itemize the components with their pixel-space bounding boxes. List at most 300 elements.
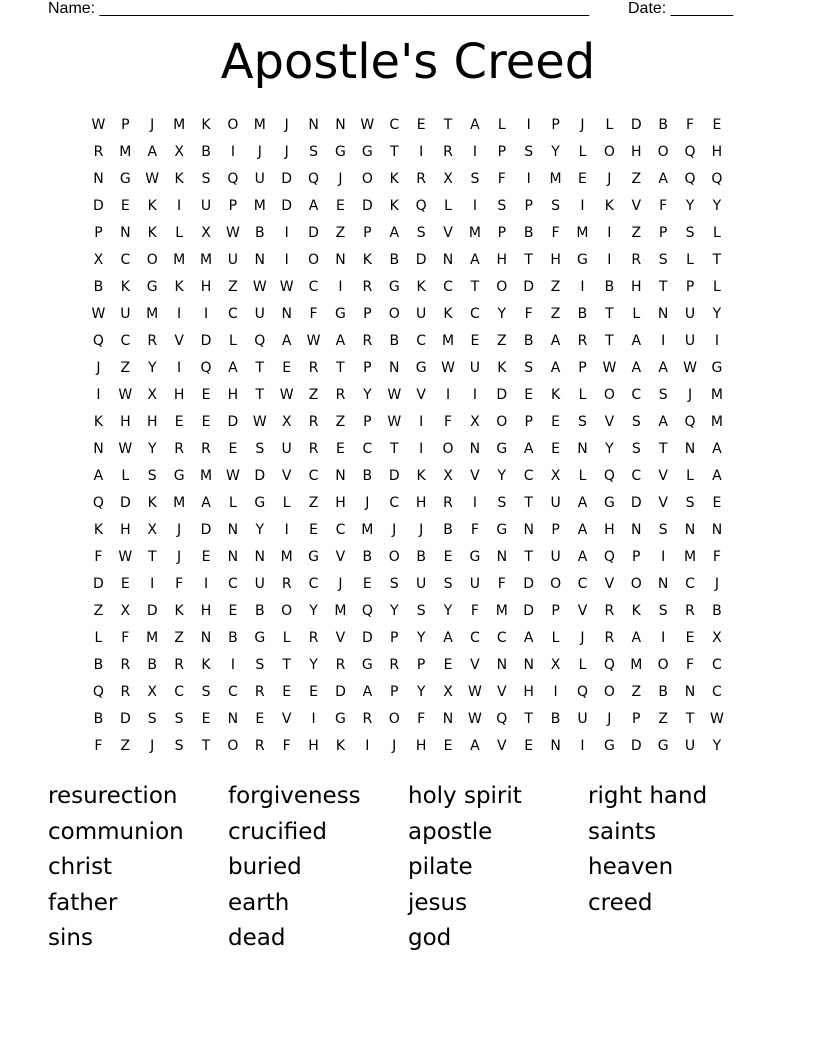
grid-letter[interactable]: G <box>335 305 346 322</box>
grid-letter[interactable]: F <box>417 710 426 727</box>
grid-letter[interactable]: B <box>147 656 158 673</box>
grid-letter[interactable]: W <box>252 278 267 295</box>
grid-letter[interactable]: P <box>551 602 560 619</box>
grid-letter[interactable]: K <box>631 602 641 619</box>
grid-letter[interactable]: S <box>685 224 695 241</box>
grid-letter[interactable]: I <box>580 278 585 295</box>
grid-letter[interactable]: I <box>284 251 289 268</box>
grid-letter[interactable]: V <box>470 467 480 484</box>
grid-letter[interactable]: Z <box>335 413 346 430</box>
grid-letter[interactable]: V <box>497 683 507 700</box>
grid-letter[interactable]: F <box>470 521 479 538</box>
grid-letter[interactable]: J <box>607 710 612 727</box>
grid-letter[interactable]: A <box>147 143 158 160</box>
grid-letter[interactable]: I <box>230 143 235 160</box>
grid-letter[interactable]: L <box>551 629 560 646</box>
grid-letter[interactable]: Q <box>684 143 696 160</box>
grid-letter[interactable]: W <box>225 467 240 484</box>
grid-letter[interactable]: L <box>713 224 721 241</box>
grid-letter[interactable]: S <box>147 710 157 727</box>
grid-letter[interactable]: Y <box>497 467 507 484</box>
grid-letter[interactable]: S <box>443 575 453 592</box>
grid-letter[interactable]: H <box>523 683 534 700</box>
grid-letter[interactable]: O <box>388 548 400 565</box>
grid-letter[interactable]: K <box>443 305 453 322</box>
grid-letter[interactable]: N <box>120 224 131 241</box>
grid-letter[interactable]: I <box>203 575 209 592</box>
grid-letter[interactable]: N <box>335 116 346 133</box>
grid-letter[interactable]: G <box>254 629 266 646</box>
grid-letter[interactable]: Y <box>551 143 560 160</box>
grid-letter[interactable]: P <box>363 359 372 376</box>
grid-letter[interactable]: B <box>254 224 265 241</box>
grid-letter[interactable]: E <box>712 494 722 511</box>
grid-letter[interactable]: C <box>523 467 534 484</box>
grid-letter[interactable]: K <box>362 251 372 268</box>
grid-letter[interactable]: C <box>389 494 400 511</box>
grid-letter[interactable]: O <box>657 656 669 673</box>
grid-letter[interactable]: P <box>228 197 238 214</box>
grid-letter[interactable]: O <box>603 143 615 160</box>
grid-letter[interactable]: A <box>93 467 104 484</box>
grid-letter[interactable]: P <box>658 224 668 241</box>
grid-letter[interactable]: A <box>577 494 588 511</box>
grid-letter[interactable]: F <box>309 305 318 322</box>
grid-letter[interactable]: S <box>255 656 265 673</box>
grid-letter[interactable]: Z <box>335 224 346 241</box>
grid-letter[interactable]: M <box>280 548 293 565</box>
grid-letter[interactable]: S <box>174 737 184 754</box>
grid-letter[interactable]: Y <box>147 359 157 376</box>
grid-letter[interactable]: I <box>526 116 531 133</box>
grid-letter[interactable]: C <box>416 332 427 349</box>
grid-letter[interactable]: Y <box>712 737 722 754</box>
grid-letter[interactable]: Q <box>576 683 588 700</box>
grid-letter[interactable]: H <box>604 521 615 538</box>
grid-letter[interactable]: P <box>497 143 507 160</box>
grid-letter[interactable]: Z <box>658 710 668 727</box>
grid-letter[interactable]: D <box>308 224 319 241</box>
grid-letter[interactable]: R <box>577 332 588 349</box>
grid-letter[interactable]: X <box>147 683 158 700</box>
grid-letter[interactable]: I <box>607 224 612 241</box>
grid-letter[interactable]: N <box>227 710 239 727</box>
grid-letter[interactable]: T <box>147 548 157 565</box>
grid-letter[interactable]: M <box>146 629 159 646</box>
grid-letter[interactable]: B <box>604 278 615 295</box>
grid-letter[interactable]: O <box>227 116 239 133</box>
grid-letter[interactable]: E <box>443 737 453 754</box>
grid-letter[interactable]: S <box>147 467 157 484</box>
grid-letter[interactable]: D <box>388 467 400 484</box>
grid-letter[interactable]: T <box>685 710 695 727</box>
grid-letter[interactable]: B <box>362 467 373 484</box>
grid-letter[interactable]: K <box>550 386 561 403</box>
grid-letter[interactable]: L <box>686 251 694 268</box>
grid-letter[interactable]: X <box>550 656 561 673</box>
grid-letter[interactable]: L <box>578 386 587 403</box>
grid-letter[interactable]: F <box>686 656 695 673</box>
grid-letter[interactable]: Q <box>603 548 615 565</box>
grid-letter[interactable]: A <box>658 359 668 376</box>
grid-letter[interactable]: A <box>631 629 642 646</box>
grid-letter[interactable]: K <box>147 494 157 511</box>
grid-letter[interactable]: M <box>253 116 266 133</box>
grid-letter[interactable]: I <box>445 386 451 403</box>
grid-letter[interactable]: Z <box>631 683 642 700</box>
grid-letter[interactable]: T <box>658 278 668 295</box>
grid-letter[interactable]: Z <box>631 224 642 241</box>
grid-letter[interactable]: C <box>496 629 507 646</box>
grid-letter[interactable]: S <box>416 602 426 619</box>
grid-letter[interactable]: I <box>553 683 558 700</box>
grid-letter[interactable]: R <box>416 170 426 187</box>
grid-letter[interactable]: F <box>551 224 560 241</box>
grid-letter[interactable]: C <box>120 332 131 349</box>
grid-letter[interactable]: T <box>524 710 533 727</box>
grid-letter[interactable]: S <box>174 710 184 727</box>
grid-letter[interactable]: W <box>279 386 294 403</box>
grid-letter[interactable]: W <box>441 359 455 376</box>
grid-letter[interactable]: W <box>360 116 375 133</box>
grid-letter[interactable]: N <box>254 251 266 268</box>
grid-letter[interactable]: I <box>714 332 719 349</box>
grid-letter[interactable]: H <box>200 278 212 295</box>
grid-letter[interactable]: Y <box>389 602 399 619</box>
grid-letter[interactable]: F <box>175 575 184 592</box>
grid-letter[interactable]: B <box>93 710 104 727</box>
grid-letter[interactable]: N <box>469 440 481 457</box>
grid-letter[interactable]: C <box>443 278 453 295</box>
grid-letter[interactable]: E <box>524 737 534 754</box>
grid-letter[interactable]: A <box>631 359 642 376</box>
grid-letter[interactable]: U <box>684 305 696 322</box>
grid-letter[interactable]: C <box>228 305 238 322</box>
grid-letter[interactable]: S <box>631 440 641 457</box>
grid-letter[interactable]: L <box>632 305 641 322</box>
grid-letter[interactable]: I <box>661 629 666 646</box>
grid-letter[interactable]: N <box>281 305 292 322</box>
grid-letter[interactable]: E <box>712 116 722 133</box>
grid-letter[interactable]: L <box>713 278 721 295</box>
grid-letter[interactable]: C <box>362 440 373 457</box>
grid-letter[interactable]: B <box>93 656 104 673</box>
grid-letter[interactable]: Y <box>443 602 453 619</box>
grid-letter[interactable]: Z <box>631 170 642 187</box>
grid-letter[interactable]: J <box>392 737 397 754</box>
grid-letter[interactable]: T <box>605 305 614 322</box>
grid-letter[interactable]: Y <box>309 656 318 673</box>
grid-letter[interactable]: L <box>686 467 694 484</box>
grid-letter[interactable]: R <box>120 683 131 700</box>
grid-letter[interactable]: J <box>580 629 585 646</box>
grid-letter[interactable]: G <box>496 521 508 538</box>
grid-letter[interactable]: N <box>254 548 266 565</box>
grid-letter[interactable]: N <box>631 521 642 538</box>
grid-letter[interactable]: T <box>605 332 614 349</box>
grid-letter[interactable]: A <box>335 332 346 349</box>
grid-letter[interactable]: R <box>631 251 642 268</box>
grid-letter[interactable]: E <box>336 197 345 214</box>
grid-letter[interactable]: R <box>93 143 104 160</box>
grid-letter[interactable]: E <box>685 629 695 646</box>
grid-letter[interactable]: X <box>470 413 480 430</box>
grid-letter[interactable]: H <box>335 494 346 511</box>
grid-letter[interactable]: H <box>120 521 131 538</box>
grid-letter[interactable]: C <box>174 683 184 700</box>
grid-letter[interactable]: W <box>145 170 160 187</box>
grid-letter[interactable]: I <box>150 575 155 592</box>
grid-letter[interactable]: H <box>630 278 642 295</box>
grid-letter[interactable]: S <box>631 413 641 430</box>
grid-letter[interactable]: Q <box>684 413 696 430</box>
grid-letter[interactable]: K <box>174 602 184 619</box>
grid-letter[interactable]: M <box>173 251 186 268</box>
grid-letter[interactable]: S <box>497 197 507 214</box>
grid-letter[interactable]: A <box>281 332 292 349</box>
grid-letter[interactable]: L <box>282 629 291 646</box>
grid-letter[interactable]: X <box>201 224 211 241</box>
grid-letter[interactable]: Y <box>309 602 318 619</box>
grid-letter[interactable]: R <box>362 710 373 727</box>
grid-letter[interactable]: B <box>443 521 453 538</box>
grid-letter[interactable]: O <box>630 575 642 592</box>
grid-letter[interactable]: Y <box>416 629 426 646</box>
grid-letter[interactable]: E <box>443 656 453 673</box>
grid-letter[interactable]: M <box>146 305 159 322</box>
grid-letter[interactable]: N <box>657 305 669 322</box>
grid-letter[interactable]: L <box>497 116 506 133</box>
grid-letter[interactable]: V <box>631 197 642 214</box>
grid-letter[interactable]: A <box>470 737 480 754</box>
grid-letter[interactable]: Z <box>308 494 319 511</box>
grid-letter[interactable]: O <box>281 602 293 619</box>
grid-letter[interactable]: W <box>118 440 133 457</box>
grid-letter[interactable]: S <box>524 143 534 160</box>
grid-letter[interactable]: I <box>661 332 666 349</box>
grid-letter[interactable]: H <box>146 413 158 430</box>
grid-letter[interactable]: D <box>200 521 212 538</box>
grid-letter[interactable]: U <box>469 575 481 592</box>
grid-letter[interactable]: Z <box>550 278 561 295</box>
grid-letter[interactable]: A <box>389 224 400 241</box>
grid-letter[interactable]: C <box>308 467 319 484</box>
grid-letter[interactable]: L <box>444 197 452 214</box>
grid-letter[interactable]: W <box>118 548 133 565</box>
grid-letter[interactable]: Z <box>308 386 319 403</box>
grid-letter[interactable]: P <box>578 359 587 376</box>
grid-letter[interactable]: M <box>173 116 186 133</box>
grid-letter[interactable]: X <box>174 143 184 160</box>
grid-letter[interactable]: P <box>94 224 103 241</box>
grid-letter[interactable]: P <box>363 413 372 430</box>
grid-letter[interactable]: Q <box>496 710 508 727</box>
grid-letter[interactable]: W <box>387 386 402 403</box>
grid-letter[interactable]: B <box>712 602 722 619</box>
grid-letter[interactable]: N <box>442 251 454 268</box>
grid-letter[interactable]: N <box>308 116 319 133</box>
grid-letter[interactable]: N <box>227 548 239 565</box>
grid-letter[interactable]: K <box>174 278 184 295</box>
grid-letter[interactable]: U <box>281 440 292 457</box>
grid-letter[interactable]: C <box>631 467 642 484</box>
grid-letter[interactable]: N <box>227 521 239 538</box>
grid-letter[interactable]: C <box>577 575 588 592</box>
grid-letter[interactable]: E <box>470 332 480 349</box>
grid-letter[interactable]: X <box>443 170 453 187</box>
grid-letter[interactable]: X <box>550 467 561 484</box>
grid-letter[interactable]: D <box>200 332 212 349</box>
grid-letter[interactable]: N <box>200 629 212 646</box>
grid-letter[interactable]: R <box>120 656 131 673</box>
grid-letter[interactable]: I <box>526 170 531 187</box>
grid-letter[interactable]: S <box>685 494 695 511</box>
grid-letter[interactable]: U <box>254 170 265 187</box>
grid-letter[interactable]: B <box>254 602 265 619</box>
grid-letter[interactable]: M <box>576 224 589 241</box>
grid-letter[interactable]: Y <box>712 305 722 322</box>
grid-letter[interactable]: I <box>284 521 289 538</box>
grid-letter[interactable]: M <box>199 467 213 484</box>
grid-letter[interactable]: N <box>335 251 346 268</box>
grid-letter[interactable]: A <box>577 521 588 538</box>
grid-letter[interactable]: A <box>550 359 561 376</box>
grid-letter[interactable]: I <box>661 548 666 565</box>
grid-letter[interactable]: K <box>93 413 104 430</box>
grid-letter[interactable]: R <box>362 332 373 349</box>
grid-letter[interactable]: V <box>658 494 668 511</box>
grid-letter[interactable]: D <box>281 197 293 214</box>
grid-letter[interactable]: Z <box>550 305 561 322</box>
grid-letter[interactable]: E <box>443 548 453 565</box>
grid-letter[interactable]: R <box>362 278 373 295</box>
grid-letter[interactable]: E <box>309 683 318 700</box>
grid-letter[interactable]: D <box>361 629 373 646</box>
grid-letter[interactable]: G <box>469 548 481 565</box>
grid-letter[interactable]: P <box>632 710 641 727</box>
grid-letter[interactable]: X <box>281 413 292 430</box>
grid-letter[interactable]: T <box>470 278 480 295</box>
grid-letter[interactable]: T <box>255 386 265 403</box>
grid-letter[interactable]: M <box>683 548 697 565</box>
grid-letter[interactable]: S <box>255 440 265 457</box>
grid-letter[interactable]: I <box>365 737 370 754</box>
grid-letter[interactable]: V <box>443 224 453 241</box>
grid-letter[interactable]: Z <box>174 629 184 646</box>
grid-letter[interactable]: F <box>443 413 453 430</box>
grid-letter[interactable]: U <box>200 197 212 214</box>
grid-letter[interactable]: B <box>416 548 426 565</box>
grid-letter[interactable]: C <box>228 683 238 700</box>
grid-letter[interactable]: L <box>228 494 237 511</box>
grid-letter[interactable]: A <box>658 413 668 430</box>
grid-letter[interactable]: Q <box>308 170 320 187</box>
grid-letter[interactable]: M <box>334 602 347 619</box>
grid-letter[interactable]: X <box>120 602 131 619</box>
grid-letter[interactable]: F <box>470 602 479 619</box>
grid-letter[interactable]: D <box>630 116 642 133</box>
grid-letter[interactable]: U <box>227 251 239 268</box>
grid-letter[interactable]: V <box>281 467 292 484</box>
grid-letter[interactable]: J <box>96 359 101 376</box>
grid-letter[interactable]: D <box>93 575 104 592</box>
grid-letter[interactable]: P <box>390 683 399 700</box>
grid-letter[interactable]: I <box>177 359 182 376</box>
grid-letter[interactable]: C <box>685 575 695 592</box>
grid-letter[interactable]: I <box>419 413 424 430</box>
grid-letter[interactable]: Q <box>92 683 104 700</box>
grid-letter[interactable]: A <box>308 197 319 214</box>
grid-letter[interactable]: A <box>228 359 238 376</box>
grid-letter[interactable]: O <box>603 683 615 700</box>
grid-letter[interactable]: G <box>361 656 373 673</box>
grid-letter[interactable]: E <box>228 440 238 457</box>
grid-letter[interactable]: U <box>416 575 427 592</box>
grid-letter[interactable]: D <box>254 467 266 484</box>
grid-letter[interactable]: D <box>496 386 508 403</box>
grid-letter[interactable]: B <box>201 143 211 160</box>
grid-letter[interactable]: R <box>147 332 158 349</box>
grid-letter[interactable]: P <box>524 197 533 214</box>
grid-letter[interactable]: T <box>389 440 399 457</box>
grid-letter[interactable]: Y <box>497 305 507 322</box>
grid-letter[interactable]: N <box>496 548 508 565</box>
grid-letter[interactable]: I <box>177 197 182 214</box>
grid-letter[interactable]: K <box>389 170 399 187</box>
grid-letter[interactable]: V <box>658 467 668 484</box>
grid-letter[interactable]: R <box>335 656 346 673</box>
grid-letter[interactable]: C <box>308 575 319 592</box>
grid-letter[interactable]: C <box>470 629 480 646</box>
grid-letter[interactable]: D <box>93 197 104 214</box>
grid-letter[interactable]: N <box>577 440 588 457</box>
grid-letter[interactable]: K <box>416 278 426 295</box>
grid-letter[interactable]: K <box>604 197 614 214</box>
grid-letter[interactable]: M <box>630 656 643 673</box>
grid-letter[interactable]: W <box>252 413 267 430</box>
grid-letter[interactable]: H <box>496 251 508 268</box>
grid-letter[interactable]: U <box>416 305 427 322</box>
grid-letter[interactable]: O <box>442 440 454 457</box>
grid-letter[interactable]: J <box>177 521 182 538</box>
grid-letter[interactable]: T <box>443 116 453 133</box>
grid-letter[interactable]: V <box>335 629 346 646</box>
grid-letter[interactable]: J <box>338 170 343 187</box>
grid-letter[interactable]: G <box>415 359 427 376</box>
grid-letter[interactable]: V <box>470 656 480 673</box>
grid-letter[interactable]: H <box>711 143 723 160</box>
grid-letter[interactable]: I <box>472 494 477 511</box>
grid-letter[interactable]: T <box>524 548 533 565</box>
grid-letter[interactable]: J <box>419 521 424 538</box>
grid-letter[interactable]: H <box>630 143 642 160</box>
grid-letter[interactable]: D <box>335 683 346 700</box>
grid-letter[interactable]: A <box>712 467 722 484</box>
grid-letter[interactable]: I <box>419 440 424 457</box>
grid-letter[interactable]: D <box>227 413 239 430</box>
grid-letter[interactable]: B <box>523 332 534 349</box>
grid-letter[interactable]: R <box>604 629 615 646</box>
grid-letter[interactable]: F <box>497 170 506 187</box>
grid-letter[interactable]: G <box>254 494 266 511</box>
grid-letter[interactable]: A <box>201 494 211 511</box>
grid-letter[interactable]: B <box>658 683 668 700</box>
grid-letter[interactable]: P <box>497 224 507 241</box>
grid-letter[interactable]: R <box>389 656 400 673</box>
grid-letter[interactable]: S <box>658 521 668 538</box>
grid-letter[interactable]: E <box>282 683 292 700</box>
grid-letter[interactable]: R <box>443 494 453 511</box>
